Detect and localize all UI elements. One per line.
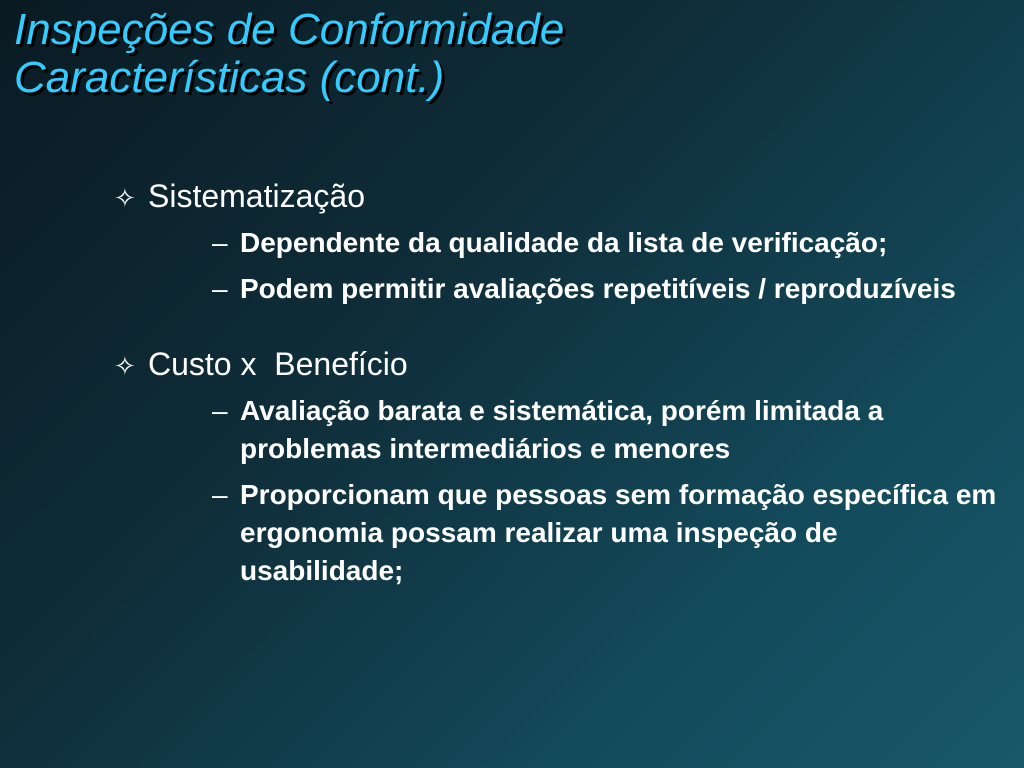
- sub-bullet: [212, 270, 1004, 308]
- section-custo-beneficio: [114, 344, 1004, 590]
- sub-bullet-text: Dependente da qualidade da lista de verificação;: [240, 227, 888, 258]
- sub-bullet: [212, 224, 1004, 262]
- sub-list: [114, 392, 1004, 590]
- sub-bullet: [212, 392, 1004, 468]
- four-point-star-outline-icon: ✧: [114, 183, 136, 213]
- dash-marker: –: [212, 273, 228, 304]
- dash-marker: –: [212, 395, 228, 426]
- slide-title-line-1: Inspeções de Conformidade: [14, 5, 565, 54]
- bullet-heading: [114, 176, 1004, 218]
- slide-title-line-2: Características (cont.): [14, 53, 445, 102]
- sub-bullet-text: Podem permitir avaliações repetitíveis / reproduzíveis: [240, 273, 956, 304]
- sub-list: [114, 224, 1004, 308]
- four-point-star-outline-icon: ✧: [114, 351, 136, 381]
- section-sistematizacao: [114, 176, 1004, 308]
- bullet-heading-text: Custo x Benefício: [148, 346, 408, 382]
- sub-bullet-text: Avaliação barata e sistemática, porém limitada a problemas intermediários e menores: [240, 395, 884, 464]
- sub-bullet: [212, 476, 1004, 590]
- slide-title: [14, 6, 564, 102]
- bullet-heading-text: Sistematização: [148, 178, 365, 214]
- sub-bullet-text: Proporcionam que pessoas sem formação específica em ergonomia possam realizar uma inspeção de usabilidade;: [240, 479, 997, 586]
- dash-marker: –: [212, 479, 228, 510]
- slide-content: [114, 176, 1004, 598]
- dash-marker: –: [212, 227, 228, 258]
- bullet-heading: [114, 344, 1004, 386]
